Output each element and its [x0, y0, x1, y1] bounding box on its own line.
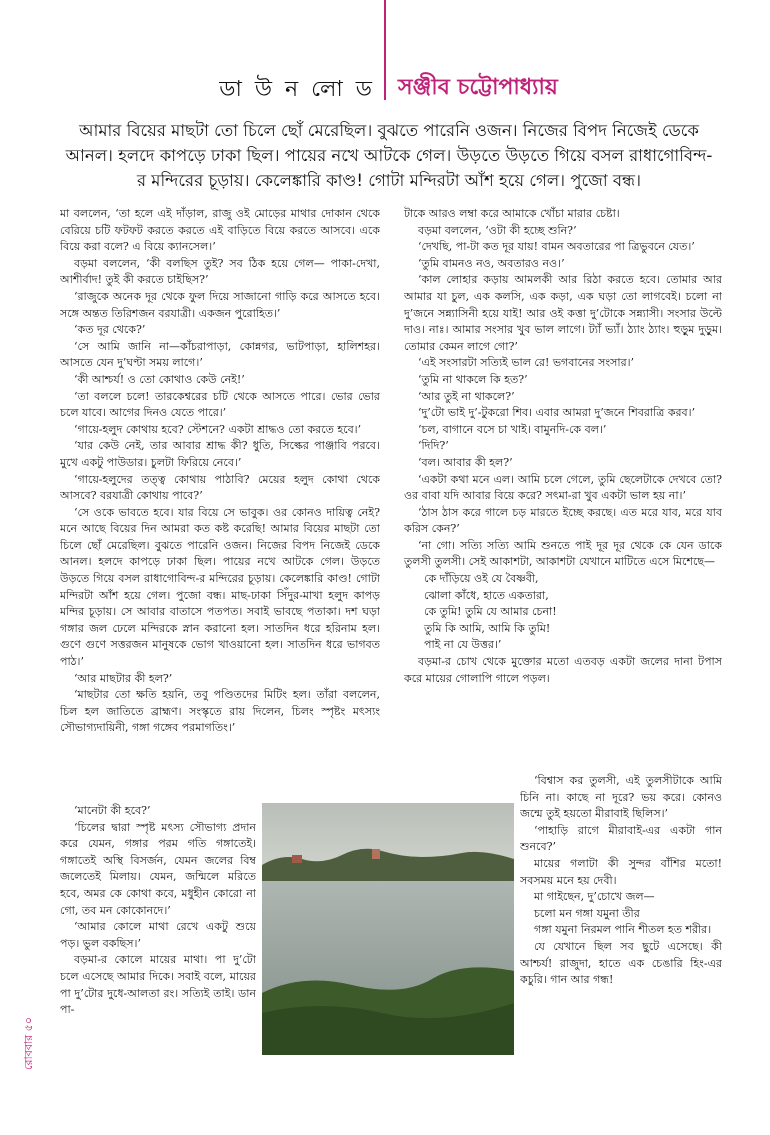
paragraph: বড়মা বললেন, ‘কী বলছিস তুই? সব ঠিক হয়ে গেল— পাকা-দেখা, আশীর্বাদ! তুই কী করতে চাইছিস?’ [60, 256, 380, 287]
verse-line: তুমি কি আমি, আমি কি তুমি! [424, 621, 551, 635]
author-name: সঞ্জীব চট্টোপাধ্যায় [398, 75, 558, 100]
paragraph: ‘গায়ে-হলুদের তত্ত্ব কোথায় পাঠাবি? মেয়ের হলুদ কোথা থেকে আসবে? বরযাত্রী কোথায় পাবে?’ [60, 472, 380, 503]
paragraph: ‘ঠাস ঠাস করে গালে চড় মারতে ইচ্ছে করছে। এত মরে যাব, মরে যাব করিস কেন?’ [404, 505, 722, 536]
paragraph: ‘কী আশ্চর্য! ও তো কোথাও কেউ নেই!’ [74, 372, 245, 386]
paragraph: মা গাইছেন, দু’চোখে জল— [534, 890, 655, 904]
river-photo [262, 803, 514, 1055]
paragraph: ‘এই সংসারটা সত্যিই ভাল রে! ভগবানের সংসার।’ [418, 356, 635, 370]
paragraph: ‘যার কেউ নেই, তার আবার শ্রাদ্ধ কী? ধুতি, সিল্কের পাঞ্জাবি পরবে। মুখে একটু পাউডার। চুলটা ফিরিয়ে নেবে।’ [60, 439, 380, 469]
paragraph: ‘গায়ে-হলুদ কোথায় হবে? স্টেশনে? একটা শ্রাদ্ধও তো করতে হবে।’ [74, 422, 362, 436]
paragraph: ‘না গো। সত্যি সত্যি আমি শুনতে পাই দূর দূর থেকে কে যেন ডাকে তুলসী তুলসী। সেই আকাশটা, আকাশটা যেখানে মাটিতে এসে মিশেছে— [404, 538, 722, 569]
column-right [404, 206, 722, 769]
paragraph: মায়ের গলাটা কী সুন্দর বাঁশির মতো! সবসময় মনে হয় দেবী। [520, 856, 722, 887]
paragraph: টাকে আরও লম্বা করে আমাকে খোঁচা মারার চেষ্টা। [404, 207, 620, 220]
paragraph: ‘দিদি?’ [418, 439, 449, 453]
paragraph: ‘চিলের দ্বারা স্পৃষ্ট মৎস্য সৌভাগ্য প্রদান করে যেমন, গঙ্গার পরম গতি গঙ্গাতেই। গঙ্গাতেই অস্থি বিসর্জন, যেমন জলের বিম্ব জলেতেই মিলায়। যেমন, জন্মিলে মরিতে হবে, অমর কে কোথা কবে, মধুহীন কোরো না গো, তব মন কোকোনদে।’ [60, 820, 256, 917]
paragraph: ‘আর মাছটার কী হল?’ [74, 671, 173, 685]
paragraph: ‘বিশ্বাস কর তুলসী, এই তুলসীটাকে আমি চিনি না। কাছে না দূরে? ভয় করে। কোনও জন্মে তুই হয়তো মীরাবাই ছিলিস।’ [520, 774, 722, 821]
paragraph: ‘চল, বাগানে বসে চা খাই। বামুনদি-কে বল।’ [418, 422, 607, 436]
paragraph: ‘কাল লোহার কড়ায় আমলকী আর রিঠা করতে হবে। তোমার আর আমার যা চুল, এক কলসি, এক কড়া, এক ঘড়া তো লাগবেই। চলো না দু’জনে সন্ন্যাসিনী হয়ে যাই! আর ওই কত্তা দু’টোকে সন্ন্যাসী। সংসার উল্টে দাও। নাঃ। আমার সংসার খুব ভাল লাগে। ট্যাঁ ভ্যাঁ। ঠ্যাং ঠ্যাং। হুড়ুম দুড়ুম। তোমার কেমন লাগে গো?’ [404, 273, 722, 353]
paragraph: ‘মাছটার তো ক্ষতি হয়নি, তবু পণ্ডিতদের মিটিং হল। তাঁরা বললেন, চিল হল জাতিতে ব্রাহ্মণ। সংস্কৃতে রায় দিলেন, চিলং স্পৃষ্টং মৎস্যং সৌভাগ্যদায়িনী, গঙ্গা গঙ্গেব পরমাগতিং।’ [60, 688, 380, 735]
river-photo-image [262, 803, 514, 1055]
paragraph: ‘সে আমি জানি না—কাঁচরাপাড়া, কোন্নগর, ভাটপাড়া, হালিশহর। আসতে যেন দু’ঘণ্টা সময় লাগে।’ [60, 339, 380, 370]
column-right-bottom [520, 773, 722, 1065]
verse-line: কে দাঁড়িয়ে ওই যে বৈষ্ণবী, [424, 572, 539, 586]
paragraph: ‘দেখছি, পা-টা কত দূর যায়! বামন অবতারের পা ত্রিভুবনে যেত।’ [418, 240, 695, 254]
paragraph: বড়মা-র চোখ থেকে মুক্তোর মতো এতবড় একটা জলের দানা টপাস করে মায়ের গোলাপি গালে পড়ল। [404, 655, 722, 685]
paragraph: ‘মানেটা কী হবে?’ [74, 804, 151, 817]
paragraph: চলো মন গঙ্গা যমুনা তীর [534, 906, 640, 920]
paragraph: ‘বল। আবার কী হল?’ [418, 455, 513, 469]
verse-line: ঝোলা কাঁধে, হাতে একতারা, [424, 588, 549, 602]
paragraph: গঙ্গা যমুনা নিরমল পানি শীতল হত শরীর। [534, 923, 712, 937]
section-title: ডা উ ন লো ড [219, 77, 375, 102]
paragraph: ‘কত দূর থেকে?’ [74, 323, 146, 337]
paragraph: মা বললেন, ‘তা হলে এই দাঁড়াল, রাজু ওই মোড়ের মাথার দোকান থেকে বেরিয়ে চটি ফটফট করতে করতে এই বাড়িতে বিয়ে করতে আসবে। একে বিয়ে করা বলে? এ বিয়ে ক্যানসেল।’ [60, 207, 380, 254]
header [0, 0, 770, 110]
paragraph: ‘রাজুকে অনেক দূর থেকে ফুল দিয়ে সাজানো গাড়ি করে আসতে হবে। সঙ্গে অন্তত তিরিশজন বরযাত্রী। একজন পুরোহিত।’ [60, 289, 380, 320]
paragraph: ‘আর তুই না থাকলে?’ [418, 389, 515, 403]
column-left-bottom [60, 803, 256, 1065]
page-footer [20, 1000, 40, 1100]
column-left [60, 206, 380, 801]
paragraph: ‘তা বললে চলে! তারকেশ্বরের চটি থেকে আসতে পারে। ভোর ভোর চলে যাবে। আগের দিনও যেতে পারে।’ [60, 389, 380, 420]
paragraph: ‘দু’টো ভাই দু’-টুকরো শিব। এবার আমরা দু’জনে শিবরাত্রি করব।’ [418, 406, 696, 420]
paragraph: ‘তুমি বামনও নও, অবতারও নও।’ [418, 256, 565, 270]
paragraph: ‘পাহাড়ি রাগে মীরাবাই-এর একটা গান শুনবে?’ [520, 823, 722, 854]
paragraph: ‘একটা কথা মনে এল। আমি চলে গেলে, তুমি ছেলেটাকে দেখবে তো? ওর বাবা যদি আবার বিয়ে করে? সৎমা-রা খুব একটা ভাল হয় না।’ [404, 472, 722, 503]
footer-label: রোববার ৫০ [22, 1017, 35, 1070]
paragraph: বড়মা বললেন, ‘ওটা কী হচ্ছে শুনি?’ [418, 223, 577, 237]
paragraph: বড়মা-র কোলে মায়ের মাথা। পা দু’টো চলে এসেছে আমার দিকে। সবাই বলে, মায়ের পা দু’টোর দুধে-আলতা রং। সত্যিই তাই। ডান পা- [60, 953, 256, 1017]
verse-line: পাই না যে উত্তর।’ [424, 638, 502, 652]
paragraph: ‘সে ওকে ভাবতে হবে। যার বিয়ে সে ভাবুক। ওর কোনও দায়িত্ব নেই? মনে আছে বিয়ের দিন আমরা কত কষ্ট করেছি! আমার বিয়ের মাছটা তো চিলে ছোঁ মেরেছিল। বুঝতে পারেনি ওজন। নিজের বিপদ নিজেই ডেকে আনল। হলদে কাপড়ে ঢাকা ছিল। পায়ের নখে আটকে গেল। উড়তে উড়তে গিয়ে বসল রাধাগোবিন্দ-র মন্দিরের চূড়ায়। কেলেঙ্কারি কাণ্ড! গোটা মন্দিরটা আঁশ হয়ে গেল। পুজো বন্ধ। মাছ-ঢাকা সিঁদুর-মাখা হলুদ কাপড় মন্দির চূড়ায়। সে আবার বাতাসে পতপত। সবাই ভাবছে পতাকা। দশ ঘড়া গঙ্গার জল ঢেলে মন্দিরকে স্নান করানো হল। সাতদিন ধরে হরিনাম হল। গুণে গুণে সত্তরজন মানুষকে ভোগ খাওয়ানো হল। সাতদিন ধরে ভাগবত পাঠ।’ [60, 505, 380, 669]
paragraph: ‘তুমি না থাকলে কি হত?’ [418, 372, 528, 386]
verse-line: কে তুমি! তুমি যে আমার চেনা! [424, 605, 557, 619]
paragraph: ‘আমার কোলে মাথা রেখে একটু শুয়ে পড়। ভুল বকছিস।’ [60, 920, 256, 950]
header-divider [384, 0, 386, 100]
lead-paragraph: আমার বিয়ের মাছটা তো চিলে ছোঁ মেরেছিল। বুঝতে পারেনি ওজন। নিজের বিপদ নিজেই ডেকে আনল। হলদে কাপড়ে ঢাকা ছিল। পায়ের নখে আটকে গেল। উড়তে উড়তে গিয়ে বসল রাধাগোবিন্দ-র মন্দিরের চূড়ায়। কেলেঙ্কারি কাণ্ড! গোটা মন্দিরটা আঁশ হয়ে গেল। পুজো বন্ধ। [65, 121, 713, 190]
paragraph: যে যেখানে ছিল সব ছুটে এসেছে। কী আশ্চর্য! রাজুদা, হাতে এক চেঙারি হিং-এর কচুরি। গান আর গন্ধ! [520, 939, 722, 987]
